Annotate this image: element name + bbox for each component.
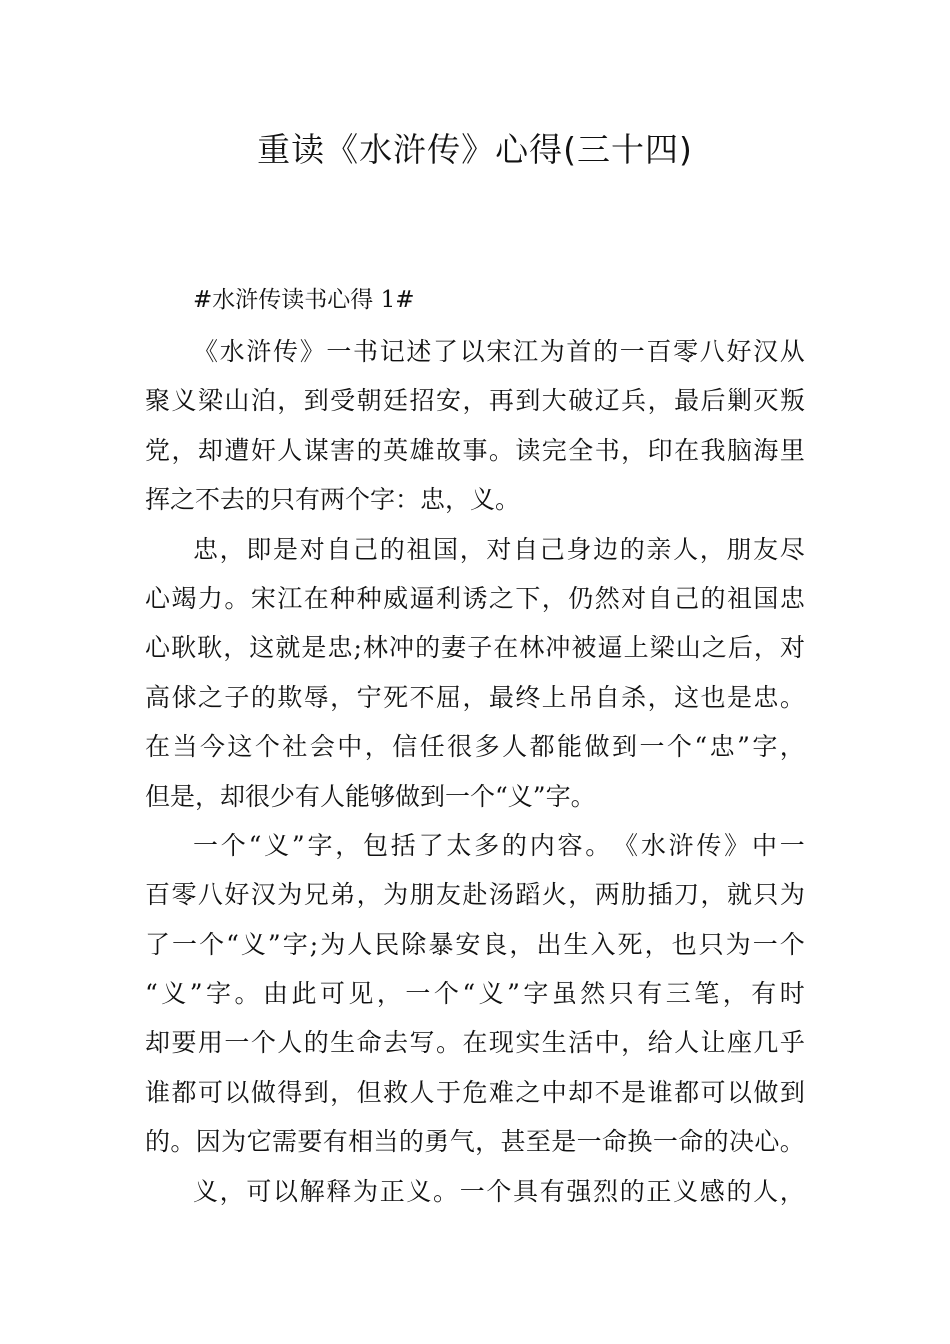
text-line: 一 个 “ 义 ” 字 ， 包 括 了 太 多 的 内 容 。 《 水 浒 传 》 中 一 bbox=[193, 830, 805, 860]
text-line: 《 水 浒 传 》 一 书 记 述 了 以 宋 江 为 首 的 一 百 零 八 好 汉 从 bbox=[193, 337, 805, 366]
text-line: 在 当 今 这 个 社 会 中 ， 信 任 很 多 人 都 能 做 到 一 个 “ 忠 ” 字 ， bbox=[145, 732, 805, 762]
document-body bbox=[145, 332, 805, 1221]
text-line: 了 一 个 “ 义 ” 字 ; 为 人 民 除 暴 安 良 ， 出 生 入 死 ， 也 只 为 一 个 bbox=[145, 929, 805, 959]
document-title: 重读《水浒传》心得(三十四) bbox=[257, 130, 693, 169]
text-line: 党 ， 却 遭 奸 人 谋 害 的 英 雄 故 事 。 读 完 全 书 ， 印 在 我 脑 海 里 bbox=[145, 435, 805, 465]
text-line: “ 义 ” 字 。 由 此 可 见 ， 一 个 “ 义 ” 字 虽 然 只 有 三 笔 ， 有 时 bbox=[145, 979, 805, 1009]
text-line: 心 竭 力 。 宋 江 在 种 种 威 逼 利 诱 之 下 ， 仍 然 对 自 己 的 祖 国 忠 bbox=[145, 583, 805, 613]
text-line: 却 要 用 一 个 人 的 生 命 去 写 。 在 现 实 生 活 中 ， 给 人 让 座 几 乎 bbox=[145, 1028, 805, 1058]
text-line: 但是，却很少有人能够做到一个“义”字。 bbox=[145, 781, 596, 811]
text-line: 高 俅 之 子 的 欺 辱 ， 宁 死 不 屈 ， 最 终 上 吊 自 杀 ， 这 也 是 忠 。 bbox=[145, 682, 805, 712]
text-line: 忠 ， 即 是 对 自 己 的 祖 国 ， 对 自 己 身 边 的 亲 人 ， 朋 友 尽 bbox=[193, 534, 805, 564]
text-line: 挥之不去的只有两个字：忠，义。 bbox=[145, 485, 521, 515]
text-line: 百 零 八 好 汉 为 兄 弟 ， 为 朋 友 赴 汤 蹈 火 ， 两 肋 插 刀 ， 就 只 为 bbox=[145, 880, 805, 910]
section-tag: #水浒传读书心得 1# bbox=[193, 287, 415, 313]
text-line: 的 。 因 为 它 需 要 有 相 当 的 勇 气 ， 甚 至 是 一 命 换 一 命 的 决 心 。 bbox=[145, 1127, 805, 1157]
text-line: 义 ， 可 以 解 释 为 正 义 。 一 个 具 有 强 烈 的 正 义 感 的 人 ， bbox=[193, 1176, 805, 1206]
text-line: 心 耿 耿 ， 这 就 是 忠 ; 林 冲 的 妻 子 在 林 冲 被 逼 上 梁 山 之 后 ， 对 bbox=[145, 633, 805, 663]
text-line: 谁 都 可 以 做 得 到 ， 但 救 人 于 危 难 之 中 却 不 是 谁 都 可 以 做 到 bbox=[145, 1077, 805, 1107]
text-line: 聚 义 梁 山 泊 ， 到 受 朝 廷 招 安 ， 再 到 大 破 辽 兵 ， 最 后 剿 灭 叛 bbox=[145, 386, 805, 416]
